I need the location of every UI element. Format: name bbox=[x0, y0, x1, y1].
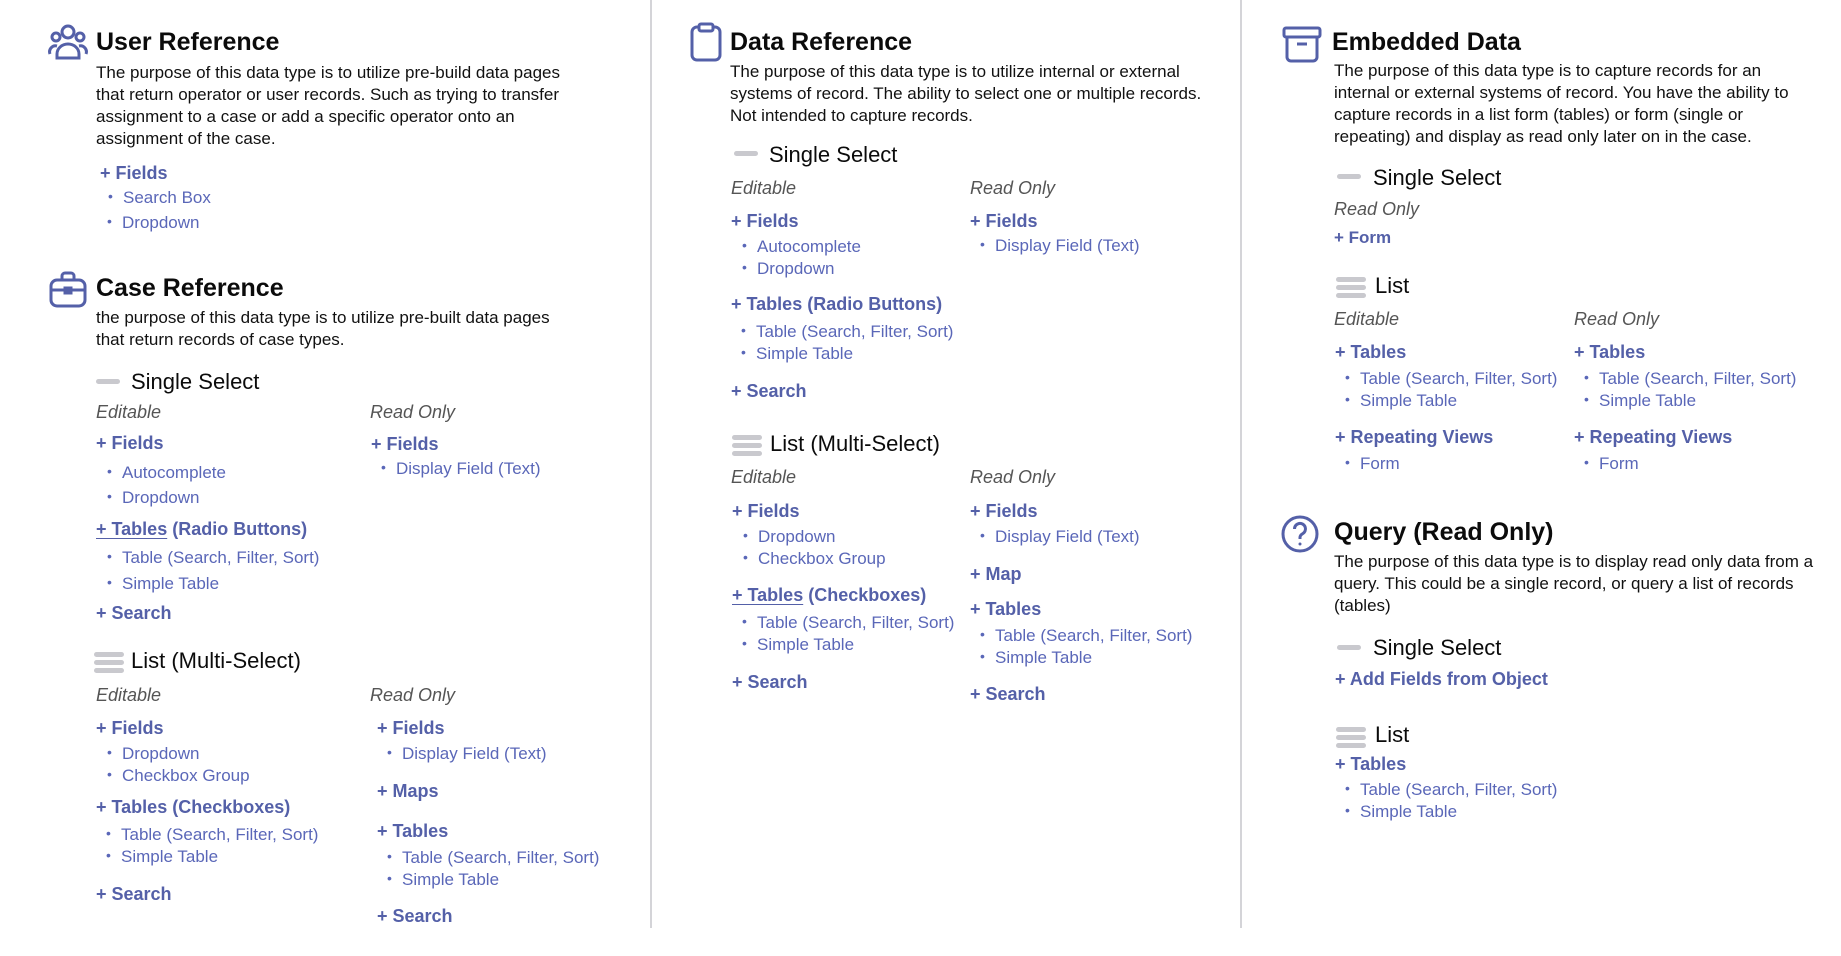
embedded-list-ro-item-form[interactable]: • Form bbox=[1599, 454, 1639, 474]
data-single-item-autocomplete[interactable]: • Autocomplete bbox=[757, 237, 861, 257]
data-list-tables-suffix: (Checkboxes) bbox=[803, 585, 927, 605]
embedded-data-description: The purpose of this data type is to capture records for an internal or external systems of record. You have the ability to capture records in a list form (tables) or form (single or repeating) and display as read only later on in the case. bbox=[1334, 61, 1789, 146]
column-divider-right bbox=[1240, 0, 1242, 928]
case-list-item-dropdown[interactable]: • Dropdown bbox=[122, 744, 200, 764]
data-list-ro-map-link[interactable]: + Map bbox=[970, 564, 1022, 584]
question-circle-icon bbox=[1280, 514, 1320, 554]
case-list-tables-link[interactable]: + Tables (Checkboxes) bbox=[96, 797, 291, 817]
case-single-tables-prefix: + Tables bbox=[96, 519, 168, 539]
data-list-fields-link[interactable]: + Fields bbox=[732, 501, 800, 521]
single-line-icon bbox=[734, 151, 758, 156]
case-reference-description: the purpose of this data type is to utilize pre-built data pages that return records of case types. bbox=[96, 308, 550, 349]
embedded-list-ro-tables-link[interactable]: + Tables bbox=[1574, 342, 1646, 362]
user-reference-title: User Reference bbox=[96, 28, 280, 56]
case-single-item-simple-table[interactable]: • Simple Table bbox=[122, 574, 219, 594]
data-list-ro-item-display-field[interactable]: • Display Field (Text) bbox=[995, 527, 1140, 547]
users-group-icon bbox=[48, 22, 88, 62]
data-list-tables-prefix: + Tables bbox=[732, 585, 804, 605]
data-single-item-simple-table[interactable]: • Simple Table bbox=[756, 344, 853, 364]
data-list-heading: List (Multi-Select) bbox=[770, 431, 940, 456]
data-single-tables-link[interactable]: + Tables (Radio Buttons) bbox=[731, 294, 943, 314]
case-single-ro-fields-link[interactable]: + Fields bbox=[371, 434, 439, 454]
column-divider-left bbox=[650, 0, 652, 928]
list-lines-icon bbox=[1336, 277, 1366, 301]
data-list-ro-search-link[interactable]: + Search bbox=[970, 684, 1046, 704]
user-reference-description: The purpose of this data type is to utilize pre-build data pages that return operator or user records. Such as trying to transfer assignment to a case or add a specific operator onto an assignment of the case. bbox=[96, 63, 561, 148]
case-single-fields-link[interactable]: + Fields bbox=[96, 433, 164, 453]
case-single-editable-label: Editable bbox=[96, 402, 162, 422]
case-list-ro-maps-link[interactable]: + Maps bbox=[377, 781, 439, 801]
data-single-editable-label: Editable bbox=[731, 178, 797, 198]
data-list-item-dropdown[interactable]: • Dropdown bbox=[758, 527, 836, 547]
data-single-readonly-label: Read Only bbox=[970, 178, 1056, 198]
data-list-ro-fields-link[interactable]: + Fields bbox=[970, 501, 1038, 521]
query-list-item-simple-table[interactable]: • Simple Table bbox=[1360, 802, 1457, 822]
case-list-heading: List (Multi-Select) bbox=[131, 648, 301, 673]
archive-box-icon bbox=[1282, 24, 1322, 64]
query-list-tables-link[interactable]: + Tables bbox=[1335, 754, 1407, 774]
case-list-editable-label: Editable bbox=[96, 685, 162, 705]
data-single-fields-link[interactable]: + Fields bbox=[731, 211, 799, 231]
data-list-ro-tables-link[interactable]: + Tables bbox=[970, 599, 1042, 619]
list-lines-icon bbox=[94, 652, 124, 676]
case-reference-title: Case Reference bbox=[96, 274, 284, 302]
embedded-data-title: Embedded Data bbox=[1332, 28, 1521, 56]
data-reference-title: Data Reference bbox=[730, 28, 913, 56]
query-add-fields-link[interactable]: + Add Fields from Object bbox=[1335, 669, 1548, 689]
case-list-ro-item-table-search[interactable]: • Table (Search, Filter, Sort) bbox=[402, 848, 599, 868]
data-list-item-simple-table[interactable]: • Simple Table bbox=[757, 635, 854, 655]
embedded-list-repeating-link[interactable]: + Repeating Views bbox=[1335, 427, 1494, 447]
data-list-ro-item-simple-table[interactable]: • Simple Table bbox=[995, 648, 1092, 668]
case-single-select-heading: Single Select bbox=[131, 369, 260, 394]
data-list-ro-item-table-search[interactable]: • Table (Search, Filter, Sort) bbox=[995, 626, 1192, 646]
case-list-item-table-search[interactable]: • Table (Search, Filter, Sort) bbox=[121, 825, 318, 845]
data-single-ro-item-display-field[interactable]: • Display Field (Text) bbox=[995, 236, 1140, 256]
embedded-list-item-table-search[interactable]: • Table (Search, Filter, Sort) bbox=[1360, 369, 1557, 389]
data-reference-description: The purpose of this data type is to utilize internal or external systems of record. The ability to select one or multiple records. Not intended to capture records. bbox=[730, 62, 1202, 125]
case-single-item-autocomplete[interactable]: • Autocomplete bbox=[122, 463, 226, 483]
data-single-item-table-search[interactable]: • Table (Search, Filter, Sort) bbox=[756, 322, 953, 342]
user-reference-item-dropdown[interactable]: • Dropdown bbox=[122, 213, 200, 233]
case-list-ro-tables-link[interactable]: + Tables bbox=[377, 821, 449, 841]
case-list-item-simple-table[interactable]: • Simple Table bbox=[121, 847, 218, 867]
list-lines-icon bbox=[732, 435, 762, 459]
data-single-ro-fields-link[interactable]: + Fields bbox=[970, 211, 1038, 231]
embedded-list-ro-item-simple-table[interactable]: • Simple Table bbox=[1599, 391, 1696, 411]
data-single-select-heading: Single Select bbox=[769, 142, 898, 167]
query-single-select-heading: Single Select bbox=[1373, 635, 1502, 660]
user-reference-fields-link[interactable]: + Fields bbox=[100, 163, 168, 183]
data-single-search-link[interactable]: + Search bbox=[731, 381, 807, 401]
data-single-item-dropdown[interactable]: • Dropdown bbox=[757, 259, 835, 279]
embedded-list-readonly-label: Read Only bbox=[1574, 309, 1660, 329]
list-lines-icon bbox=[1336, 727, 1366, 751]
case-list-search-link[interactable]: + Search bbox=[96, 884, 172, 904]
briefcase-icon bbox=[48, 270, 88, 310]
query-list-heading: List bbox=[1375, 722, 1410, 747]
case-list-readonly-label: Read Only bbox=[370, 685, 456, 705]
case-single-item-dropdown[interactable]: • Dropdown bbox=[122, 488, 200, 508]
case-list-ro-search-link[interactable]: + Search bbox=[377, 906, 453, 926]
case-single-ro-item-display-field[interactable]: • Display Field (Text) bbox=[396, 459, 541, 479]
embedded-list-item-simple-table[interactable]: • Simple Table bbox=[1360, 391, 1457, 411]
data-list-item-table-search[interactable]: • Table (Search, Filter, Sort) bbox=[757, 613, 954, 633]
embedded-list-tables-link[interactable]: + Tables bbox=[1335, 342, 1407, 362]
embedded-list-ro-item-table-search[interactable]: • Table (Search, Filter, Sort) bbox=[1599, 369, 1796, 389]
query-list-item-table-search[interactable]: • Table (Search, Filter, Sort) bbox=[1360, 780, 1557, 800]
embedded-list-editable-label: Editable bbox=[1334, 309, 1400, 329]
query-description: The purpose of this data type is to display read only data from a query. This could be a single record, or query a list of records (tables) bbox=[1334, 552, 1814, 615]
case-list-ro-item-simple-table[interactable]: • Simple Table bbox=[402, 870, 499, 890]
embedded-single-readonly-label: Read Only bbox=[1334, 199, 1420, 219]
embedded-list-item-form[interactable]: • Form bbox=[1360, 454, 1400, 474]
case-single-item-table-search[interactable]: • Table (Search, Filter, Sort) bbox=[122, 548, 319, 568]
query-title: Query (Read Only) bbox=[1334, 518, 1554, 546]
data-list-search-link[interactable]: + Search bbox=[732, 672, 808, 692]
user-reference-item-search-box[interactable]: • Search Box bbox=[123, 188, 211, 208]
embedded-list-heading: List bbox=[1375, 273, 1410, 298]
embedded-single-select-heading: Single Select bbox=[1373, 165, 1502, 190]
single-line-icon bbox=[96, 379, 120, 384]
embedded-list-ro-repeating-link[interactable]: + Repeating Views bbox=[1574, 427, 1733, 447]
case-list-ro-fields-link[interactable]: + Fields bbox=[377, 718, 445, 738]
embedded-single-form-link[interactable]: + Form bbox=[1334, 228, 1392, 247]
case-single-search-link[interactable]: + Search bbox=[96, 603, 172, 623]
case-list-fields-link[interactable]: + Fields bbox=[96, 718, 164, 738]
case-list-item-checkbox-group[interactable]: • Checkbox Group bbox=[122, 766, 250, 786]
data-list-readonly-label: Read Only bbox=[970, 467, 1056, 487]
single-line-icon bbox=[1337, 174, 1361, 179]
case-list-ro-item-display-field[interactable]: • Display Field (Text) bbox=[402, 744, 547, 764]
case-single-tables-link[interactable] bbox=[96, 519, 307, 540]
data-list-tables-link[interactable] bbox=[732, 585, 926, 606]
case-single-tables-suffix: (Radio Buttons) bbox=[167, 519, 308, 539]
single-line-icon bbox=[1337, 645, 1361, 650]
clipboard-icon bbox=[686, 22, 726, 62]
case-single-readonly-label: Read Only bbox=[370, 402, 456, 422]
data-list-editable-label: Editable bbox=[731, 467, 797, 487]
data-list-item-checkbox-group[interactable]: • Checkbox Group bbox=[758, 549, 886, 569]
